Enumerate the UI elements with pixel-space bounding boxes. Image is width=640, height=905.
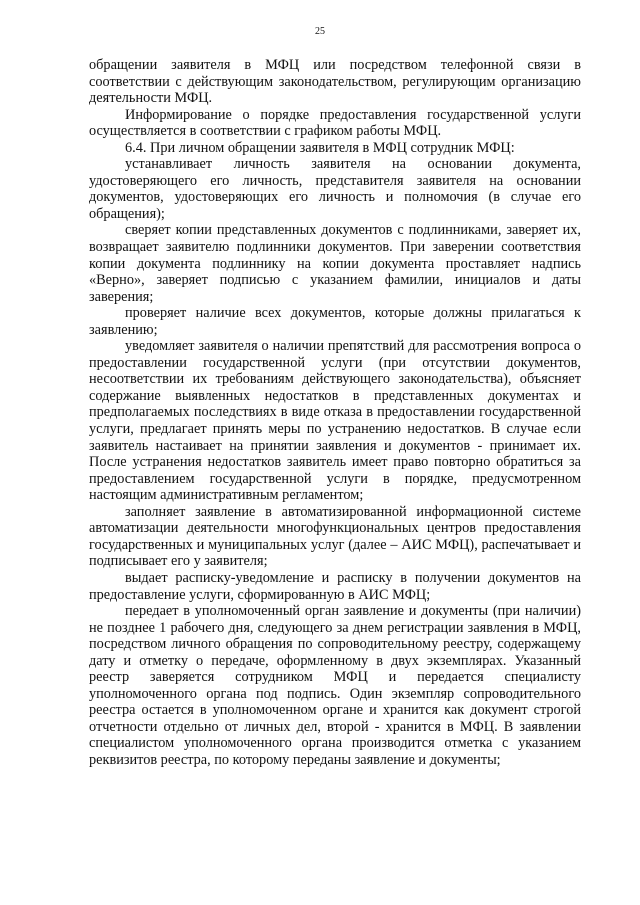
paragraph-10: передает в уполномоченный орган заявление и документы (при наличии) не позднее 1 рабочего дня, следующего за днем регистрации заявления в МФЦ, посредством личного обращения по сопроводительному реестру, содержащему дату и отметку о передаче, оформленному в двух экземплярах. Указанный реестр заверяется сотрудником МФЦ и передается специалисту уполномоченного органа под подпись. Один экземпляр сопроводительного реестра остается в уполномоченном органе и хранится как документ строгой отчетности отдельно от личных дел, второй - хранится в МФЦ. В заявлении специалистом уполномоченного органа производится отметка с указанием реквизитов реестра, по которому переданы заявление и документы; (89, 603, 581, 768)
paragraph-3: 6.4. При личном обращении заявителя в МФЦ сотрудник МФЦ: (125, 139, 515, 156)
paragraph-9: выдает расписку-уведомление и расписку в получении документов на предоставление услуги, сформированную в АИС МФЦ; (89, 569, 581, 603)
paragraph-8: заполняет заявление в автоматизированной информационной системе автоматизации деятельности многофункциональных центров предоставления государственных и муниципальных услуг (далее – АИС МФЦ), распечатывает и подписывает его у заявителя; (89, 503, 581, 570)
paragraph-1: обращении заявителя в МФЦ или посредством телефонной связи в соответствии с действующим законодательством, регулирующим организацию деятельности МФЦ. (89, 57, 581, 107)
paragraph-6: проверяет наличие всех документов, которые должны прилагаться к заявлению; (89, 305, 581, 338)
paragraph-7: уведомляет заявителя о наличии препятствий для рассмотрения вопроса о предоставлении государственной услуги (при отсутствии документов, несоответствии их требованиям действующего законодательства), объясняет содержание выявленных недостатков в представленных документах и предполагаемых последствиях в виде отказа в предоставлении государственной услуги, предлагает принять меры по устранению недостатков. В случае если заявитель настаивает на принятии заявления и документов - принимает их. После устранения недостатков заявитель имеет право повторно обратиться за предоставлением государственной услуги в порядке, предусмотренном настоящим административным регламентом; (89, 338, 581, 504)
paragraph-4: устанавливает личность заявителя на основании документа, удостоверяющего его личность, представителя заявителя на основании документов, удостоверяющих его личность и полномочия (в случае его обращения); (89, 156, 581, 222)
page-number: 25 (315, 26, 325, 37)
paragraph-2: Информирование о порядке предоставления государственной услуги осуществляется в соответствии с графиком работы МФЦ. (89, 106, 581, 140)
paragraph-5: сверяет копии представленных документов с подлинниками, заверяет их, возвращает заявителю подлинники документов. При заверении соответствия копии документа подлиннику на копии документа проставляет надпись «Верно», заверяет подписью с указанием фамилии, инициалов и даты заверения; (89, 222, 581, 305)
document-body (89, 57, 581, 769)
